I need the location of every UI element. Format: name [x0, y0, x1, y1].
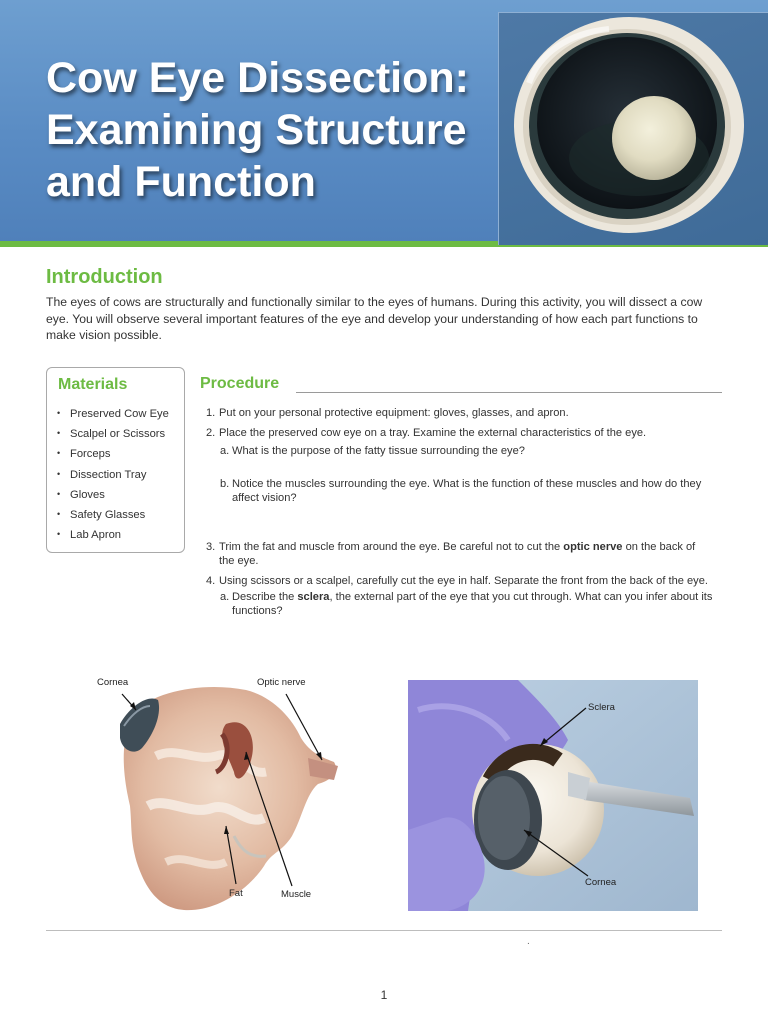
- cow-eye-dissected-figure: [408, 680, 698, 911]
- procedure-step-1: [206, 406, 569, 420]
- step-number: 2.: [206, 427, 216, 439]
- materials-item: • Lab Apron: [57, 528, 169, 548]
- step-number: 1.: [206, 407, 216, 419]
- footer-mark: .: [527, 936, 530, 947]
- fat-label: Fat: [229, 888, 243, 899]
- step-text: What is the purpose of the fatty tissue surrounding the eye?: [232, 445, 525, 457]
- step-number: 3.: [206, 541, 216, 553]
- muscle-label: Muscle: [281, 889, 312, 900]
- cow-eye-photo: [498, 12, 768, 245]
- procedure-heading: Procedure: [200, 375, 280, 392]
- title-line-2: Examining Structure: [46, 106, 467, 154]
- step-text-continued: the eye.: [219, 555, 259, 567]
- materials-item: • Dissection Tray: [57, 468, 169, 488]
- title-line-1: Cow Eye Dissection:: [46, 54, 469, 102]
- cornea-label: Cornea: [585, 877, 617, 888]
- footer-divider: [46, 930, 722, 931]
- page-title: [46, 52, 506, 208]
- step-text: Put on your personal protective equipment: gloves, glasses, and apron.: [219, 407, 569, 419]
- procedure-step-2b: [220, 477, 701, 505]
- step-text-end: , the external part of the eye that you cut through. What can you infer about its: [329, 591, 713, 603]
- introduction-heading: Introduction: [46, 266, 163, 288]
- optic-nerve-label: Optic nerve: [257, 677, 306, 688]
- step-text: Place the preserved cow eye on a tray. Examine the external characteristics of the eye.: [219, 427, 647, 439]
- sclera-term: sclera: [297, 591, 330, 603]
- materials-list: [57, 407, 169, 548]
- procedure-step-3: [206, 540, 695, 568]
- materials-item: • Preserved Cow Eye: [57, 407, 169, 427]
- step-text-end: on the back of: [622, 541, 696, 553]
- step-letter: a.: [220, 591, 230, 603]
- procedure-step-2a: [220, 444, 525, 458]
- page-number: 1: [380, 988, 388, 1002]
- step-letter: a.: [220, 445, 230, 457]
- step-text: Notice the muscles surrounding the eye. What is the function of these muscles and how do they: [232, 478, 702, 490]
- materials-item: • Forceps: [57, 447, 169, 467]
- materials-box: [46, 367, 185, 553]
- title-line-3: and Function: [46, 158, 316, 206]
- step-text: Trim the fat and muscle from around the eye. Be careful not to cut the: [219, 541, 564, 553]
- step-text: Describe the: [232, 591, 298, 603]
- procedure-step-2: [206, 426, 646, 440]
- step-text-continued: functions?: [232, 605, 283, 617]
- procedure-divider: [296, 392, 722, 393]
- sclera-label: Sclera: [588, 702, 615, 713]
- cornea-label: Cornea: [97, 677, 129, 688]
- materials-heading: Materials: [58, 376, 128, 393]
- step-text-continued: affect vision?: [232, 492, 297, 504]
- optic-nerve-term: optic nerve: [563, 541, 623, 553]
- materials-item: • Scalpel or Scissors: [57, 427, 169, 447]
- materials-item: • Gloves: [57, 488, 169, 508]
- cow-eye-external-figure: [96, 676, 346, 916]
- procedure-step-4a: [220, 590, 712, 618]
- introduction-text: The eyes of cows are structurally and functionally similar to the eyes of humans. During this activity, you will dissect a cow eye. You will observe several important features of the eye and develop your understanding of how each part functions to make vision possible.: [46, 295, 703, 343]
- step-letter: b.: [220, 478, 230, 490]
- materials-item: • Safety Glasses: [57, 508, 169, 528]
- step-text: Using scissors or a scalpel, carefully cut the eye in half. Separate the front from the back of the eye.: [219, 575, 708, 587]
- step-number: 4.: [206, 575, 216, 587]
- procedure-step-4: [206, 574, 708, 588]
